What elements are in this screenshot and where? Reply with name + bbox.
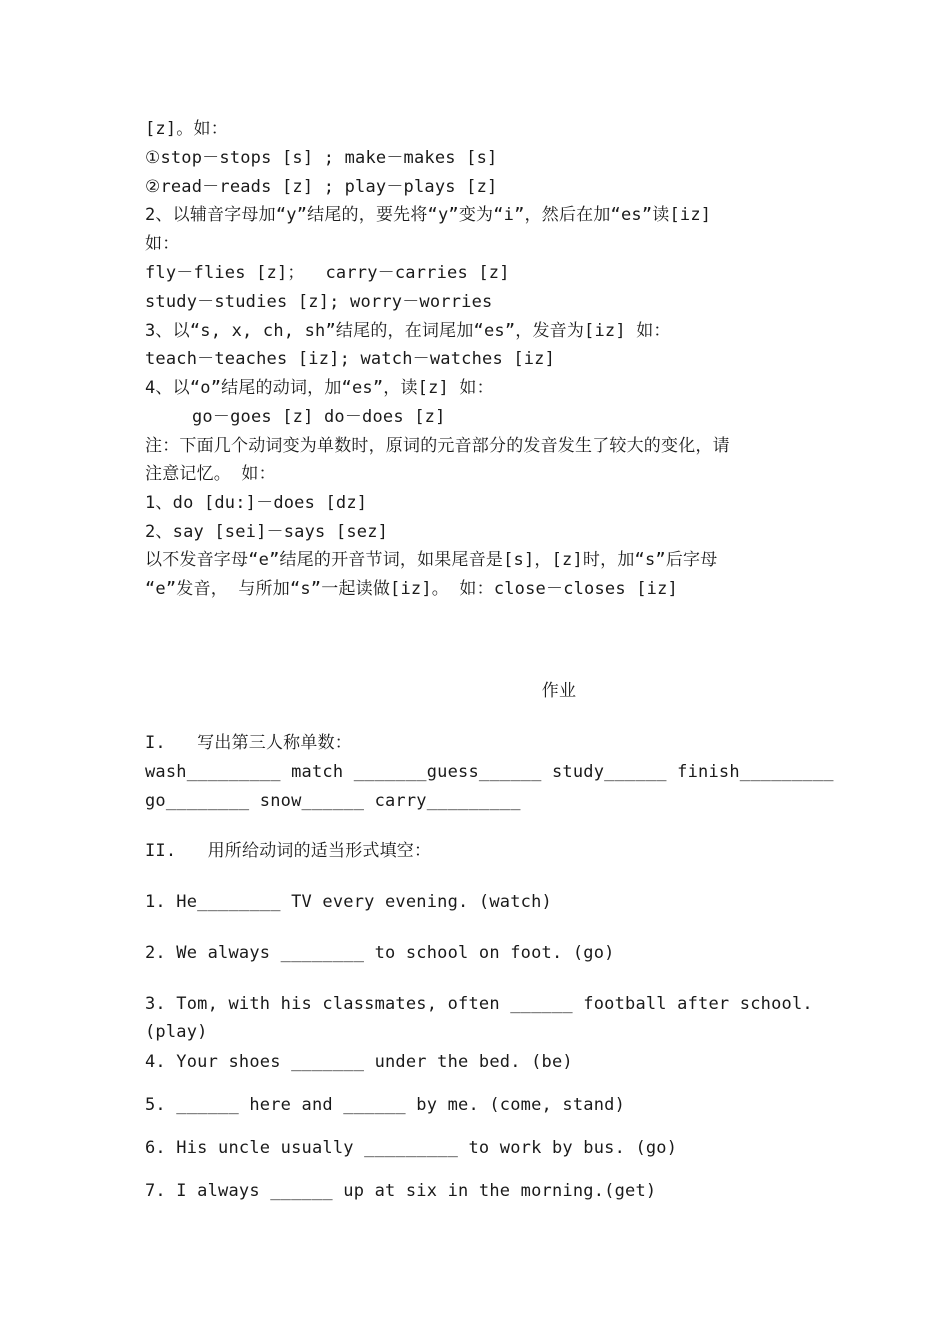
note-line: [z]。如： xyxy=(145,119,228,139)
note-line: “e”发音， 与所加“s”一起读做[iz]。 如：close－closes [iz] xyxy=(145,579,678,599)
note-line: 1、do [du:]－does [dz] xyxy=(145,493,368,513)
section1-heading: I. 写出第三人称单数： xyxy=(145,733,352,753)
note-line: go－goes [z] do－does [z] xyxy=(192,407,446,427)
exercise-item: 5. ______ here and ______ by me. (come, stand) xyxy=(145,1095,626,1115)
exercise-item: 3. Tom, with his classmates, often ______ football after school. xyxy=(145,994,813,1014)
note-line: 注意记忆。 如： xyxy=(145,464,276,484)
exercise-item: 2. We always ________ to school on foot. (go) xyxy=(145,943,615,963)
note-line: ②read－reads [z] ; play－plays [z] xyxy=(145,177,498,197)
exercise-item: (play) xyxy=(145,1022,208,1042)
note-line: 4、以“o”结尾的动词，加“es”，读[z] 如： xyxy=(145,378,494,398)
exercise-item: 6. His uncle usually _________ to work by bus. (go) xyxy=(145,1138,678,1158)
note-line: 2、say [sei]－says [sez] xyxy=(145,522,389,542)
exercise-item: 7. I always ______ up at six in the morning.(get) xyxy=(145,1181,657,1201)
note-line: 2、以辅音字母加“y”结尾的，要先将“y”变为“i”，然后在加“es”读[iz] xyxy=(145,205,712,225)
exercise-item: 4. Your shoes _______ under the bed. (be) xyxy=(145,1052,573,1072)
note-line: 3、以“s, x, ch, sh”结尾的，在词尾加“es”，发音为[iz] 如： xyxy=(145,321,671,341)
note-line: study－studies [z]; worry－worries xyxy=(145,292,493,312)
note-line: 以不发音字母“e”结尾的开音节词，如果尾音是[s]，[z]时，加“s”后字母 xyxy=(145,550,718,570)
homework-title: 作业 xyxy=(541,681,577,701)
exercise-item: 1. He________ TV every evening. (watch) xyxy=(145,892,552,912)
note-line: 注：下面几个动词变为单数时，原词的元音部分的发音发生了较大的变化，请 xyxy=(145,436,730,456)
exercise-row: go________ snow______ carry_________ xyxy=(145,791,521,811)
section2-heading: II. 用所给动词的适当形式填空： xyxy=(145,841,432,861)
note-line: teach－teaches [iz]; watch－watches [iz] xyxy=(145,349,556,369)
note-line: 如： xyxy=(145,234,180,254)
note-line: ①stop－stops [s] ; make－makes [s] xyxy=(145,148,498,168)
note-line: fly－flies [z]； carry－carries [z] xyxy=(145,263,510,283)
exercise-row: wash_________ match _______guess______ study______ finish_________ xyxy=(145,762,834,782)
